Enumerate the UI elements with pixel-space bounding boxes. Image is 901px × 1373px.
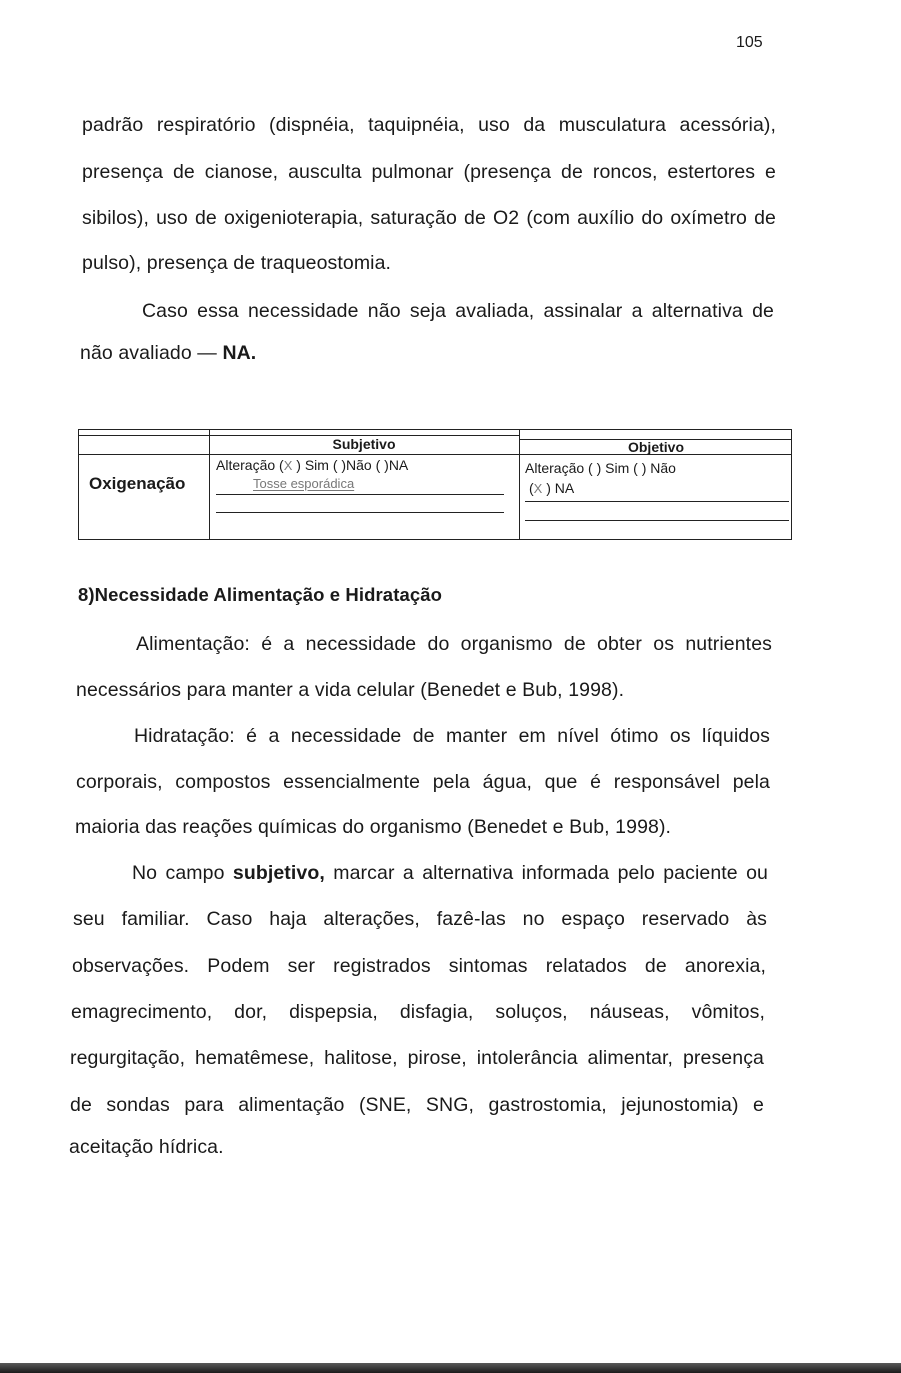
- subjetivo-alteracao-options: [216, 457, 408, 473]
- page-number: 105: [736, 34, 763, 51]
- subjetivo-rule: [216, 494, 504, 495]
- bold-text: subjetivo,: [232, 862, 325, 884]
- objetivo-header: Objetivo: [627, 439, 684, 455]
- option-label: ) Sim ( )Não ( )NA: [292, 457, 409, 473]
- paragraph-line: presença de cianose, ausculta pulmonar (presença de roncos, estertores e: [82, 161, 776, 183]
- paragraph-line: [132, 862, 768, 885]
- paragraph-line: de sondas para alimentação (SNE, SNG, gastrostomia, jejunostomia) e: [70, 1094, 764, 1116]
- paragraph-line: Alimentação: é a necessidade do organismo de obter os nutrientes: [136, 633, 772, 655]
- paragraph-line: aceitação hídrica.: [69, 1136, 224, 1158]
- paragraph-line: maioria das reações químicas do organismo (Benedet e Bub, 1998).: [75, 816, 672, 838]
- objetivo-rule: [525, 520, 789, 521]
- paragraph-line: seu familiar. Caso haja alterações, fazê-las no espaço reservado às: [73, 908, 767, 930]
- paragraph-line: corporais, compostos essencialmente pela água, que é responsável pela: [76, 771, 770, 793]
- option-label: ) NA: [542, 480, 575, 496]
- paragraph-line: [80, 342, 256, 365]
- option-label: (: [529, 480, 534, 496]
- paragraph-line: emagrecimento, dor, dispepsia, disfagia, soluços, náuseas, vômitos,: [71, 1001, 765, 1023]
- paragraph-text: marcar a alternativa informada pelo paciente ou: [324, 862, 768, 884]
- objetivo-alteracao-options: Alteração ( ) Sim ( ) Não: [525, 460, 676, 476]
- paragraph-line: sibilos), uso de oxigenioterapia, saturação de O2 (com auxílio do oxímetro de: [82, 207, 776, 229]
- paragraph-line: necessários para manter a vida celular (Benedet e Bub, 1998).: [76, 679, 625, 701]
- objetivo-na-option: [529, 480, 574, 496]
- paragraph-line: observações. Podem ser registrados sintomas relatados de anorexia,: [72, 955, 766, 977]
- subjetivo-note-handwritten: Tosse esporádica: [253, 476, 355, 491]
- scan-bottom-edge: [0, 1363, 901, 1373]
- paragraph-line: Caso essa necessidade não seja avaliada, assinalar a alternativa de: [142, 300, 774, 322]
- paragraph-line: padrão respiratório (dispnéia, taquipnéia, uso da musculatura acessória),: [82, 114, 776, 136]
- paragraph-text: No campo: [132, 862, 233, 884]
- paragraph-line: pulso), presença de traqueostomia.: [82, 252, 392, 274]
- oxigenacao-form-table: [78, 429, 792, 540]
- section-heading: 8)Necessidade Alimentação e Hidratação: [78, 584, 443, 605]
- checkbox-mark: X: [283, 458, 293, 473]
- option-label: Alteração (: [216, 457, 284, 473]
- subjetivo-header: Subjetivo: [332, 436, 396, 452]
- paragraph-line: regurgitação, hematêmese, halitose, pirose, intolerância alimentar, presença: [70, 1047, 764, 1069]
- subjetivo-rule: [216, 512, 504, 513]
- row-label-oxigenacao: Oxigenação: [89, 474, 186, 493]
- objetivo-rule: [525, 501, 789, 502]
- paragraph-text: não avaliado —: [80, 342, 223, 364]
- paragraph-line: Hidratação: é a necessidade de manter em nível ótimo os líquidos: [134, 725, 770, 747]
- checkbox-mark: X: [533, 481, 543, 496]
- bold-text: NA.: [222, 342, 257, 364]
